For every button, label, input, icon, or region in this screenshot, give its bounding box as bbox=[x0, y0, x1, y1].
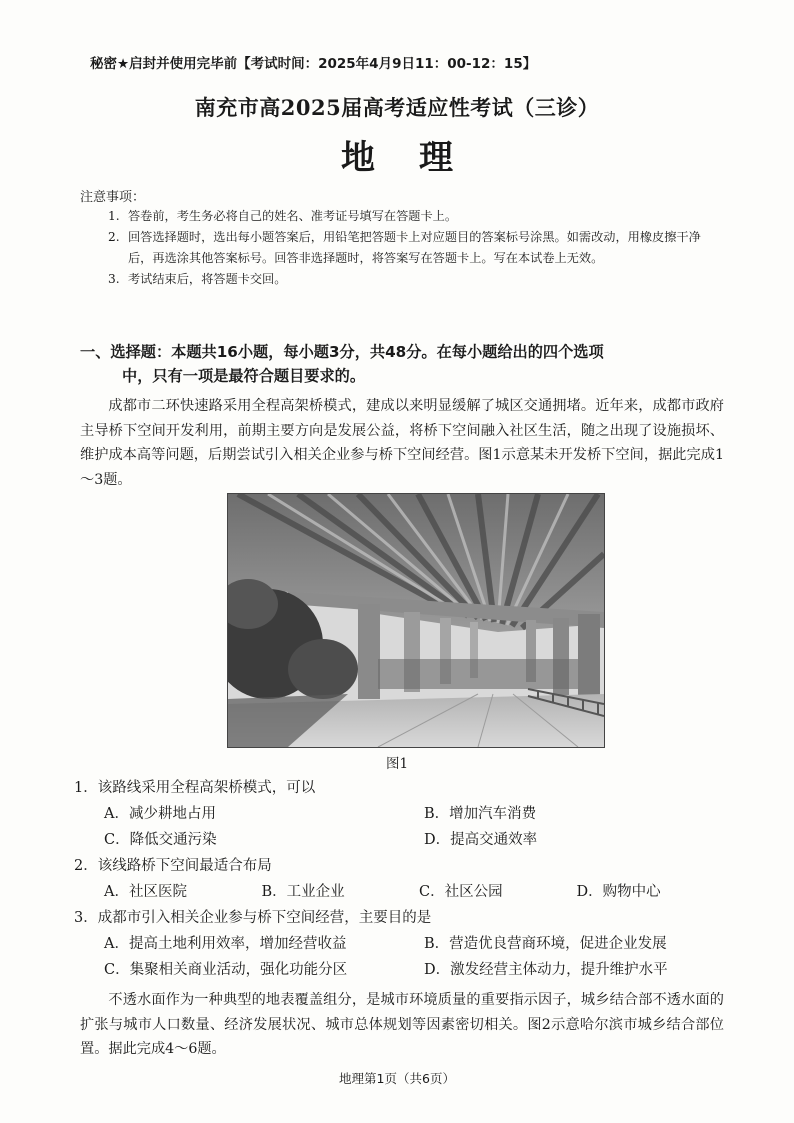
passage-2: 不透水面作为一种典型的地表覆盖组分，是城市环境质量的重要指示因子，城乡结合部不透水面的扩张与城市人口数量、经济发展状况、城市总体规划等因素密切相关。图2示意哈尔滨市城乡结合部位置。据此完成4～6题。 bbox=[80, 992, 724, 1057]
option-c: C．降低交通污染 bbox=[104, 832, 217, 848]
question-2-options bbox=[74, 879, 734, 905]
subject-char-2: 理 bbox=[419, 138, 453, 178]
option-b: B．营造优良营商环境，促进企业发展 bbox=[424, 936, 667, 952]
question-1-options bbox=[74, 827, 734, 853]
notes-list bbox=[108, 206, 724, 290]
option-c: C．社区公园 bbox=[419, 884, 503, 900]
note-text: 答卷前，考生务必将自己的姓名、准考证号填写在答题卡上。 bbox=[128, 209, 458, 223]
option-a: A．减少耕地占用 bbox=[104, 806, 216, 822]
note-number: 2. bbox=[108, 230, 120, 244]
subject-char-1: 地 bbox=[341, 138, 375, 178]
option-b: B．增加汽车消费 bbox=[424, 806, 537, 822]
section-heading-line-1: 一、选择题：本题共16小题，每小题3分，共48分。在每小题给出的四个选项 bbox=[80, 343, 604, 361]
question-1-options bbox=[74, 801, 734, 827]
note-item bbox=[108, 227, 724, 269]
subject-title bbox=[0, 130, 794, 179]
note-text: 考试结束后，将答题卡交回。 bbox=[128, 272, 287, 286]
passage-1: 成都市二环快速路采用全程高架桥模式，建成以来明显缓解了城区交通拥堵。近年来，成都市政府主导桥下空间开发利用，前期主要方向是发展公益，将桥下空间融入社区生活，随之出现了设施损坏、维护成本高等问题，后期尝试引入相关企业参与桥下空间经营。图1示意某未开发桥下空间，据此完成1～3题。 bbox=[80, 398, 724, 488]
question-1-stem: 1．该路线采用全程高架桥模式，可以 bbox=[74, 780, 316, 796]
note-text: 回答选择题时，选出每小题答案后，用铅笔把答题卡上对应题目的答案标号涂黑。如需改动，用橡皮擦干净后，再选涂其他答案标号。回答非选择题时，将答案写在答题卡上。写在本试卷上无效。 bbox=[128, 230, 701, 265]
figure-1-photo bbox=[227, 493, 605, 748]
option-b: B．工业企业 bbox=[261, 884, 345, 900]
section-heading-line-2: 中，只有一项是最符合题目要求的。 bbox=[122, 367, 365, 385]
option-c: C．集聚相关商业活动，强化功能分区 bbox=[104, 962, 348, 978]
question-2-stem: 2．该线路桥下空间最适合布局 bbox=[74, 858, 272, 874]
note-number: 3. bbox=[108, 272, 120, 286]
option-a: A．社区医院 bbox=[104, 884, 187, 900]
question-3-stem: 3．成都市引入相关企业参与桥下空间经营，主要目的是 bbox=[74, 910, 432, 926]
note-number: 1. bbox=[108, 209, 120, 223]
option-d: D．购物中心 bbox=[576, 884, 661, 900]
confidential-notice: 秘密★启封并使用完毕前【考试时间：2025年4月9日11：00-12：15】 bbox=[90, 56, 537, 72]
option-d: D．提高交通效率 bbox=[424, 832, 538, 848]
notes-heading: 注意事项： bbox=[80, 190, 146, 205]
figure-1-caption: 图1 bbox=[385, 756, 409, 772]
note-item bbox=[108, 269, 724, 290]
overpass-photo-illustration bbox=[228, 494, 604, 747]
option-d: D．激发经营主体动力，提升维护水平 bbox=[424, 962, 668, 978]
option-a: A．提高土地利用效率，增加经营收益 bbox=[104, 936, 347, 952]
question-list bbox=[74, 775, 734, 983]
note-item bbox=[108, 206, 724, 227]
question-3-options bbox=[74, 957, 734, 983]
question-3-options bbox=[74, 931, 734, 957]
exam-title: 南充市高2025届高考适应性考试（三诊） bbox=[194, 95, 600, 120]
page-footer: 地理第1页（共6页） bbox=[339, 1071, 455, 1086]
section-heading bbox=[80, 340, 730, 388]
